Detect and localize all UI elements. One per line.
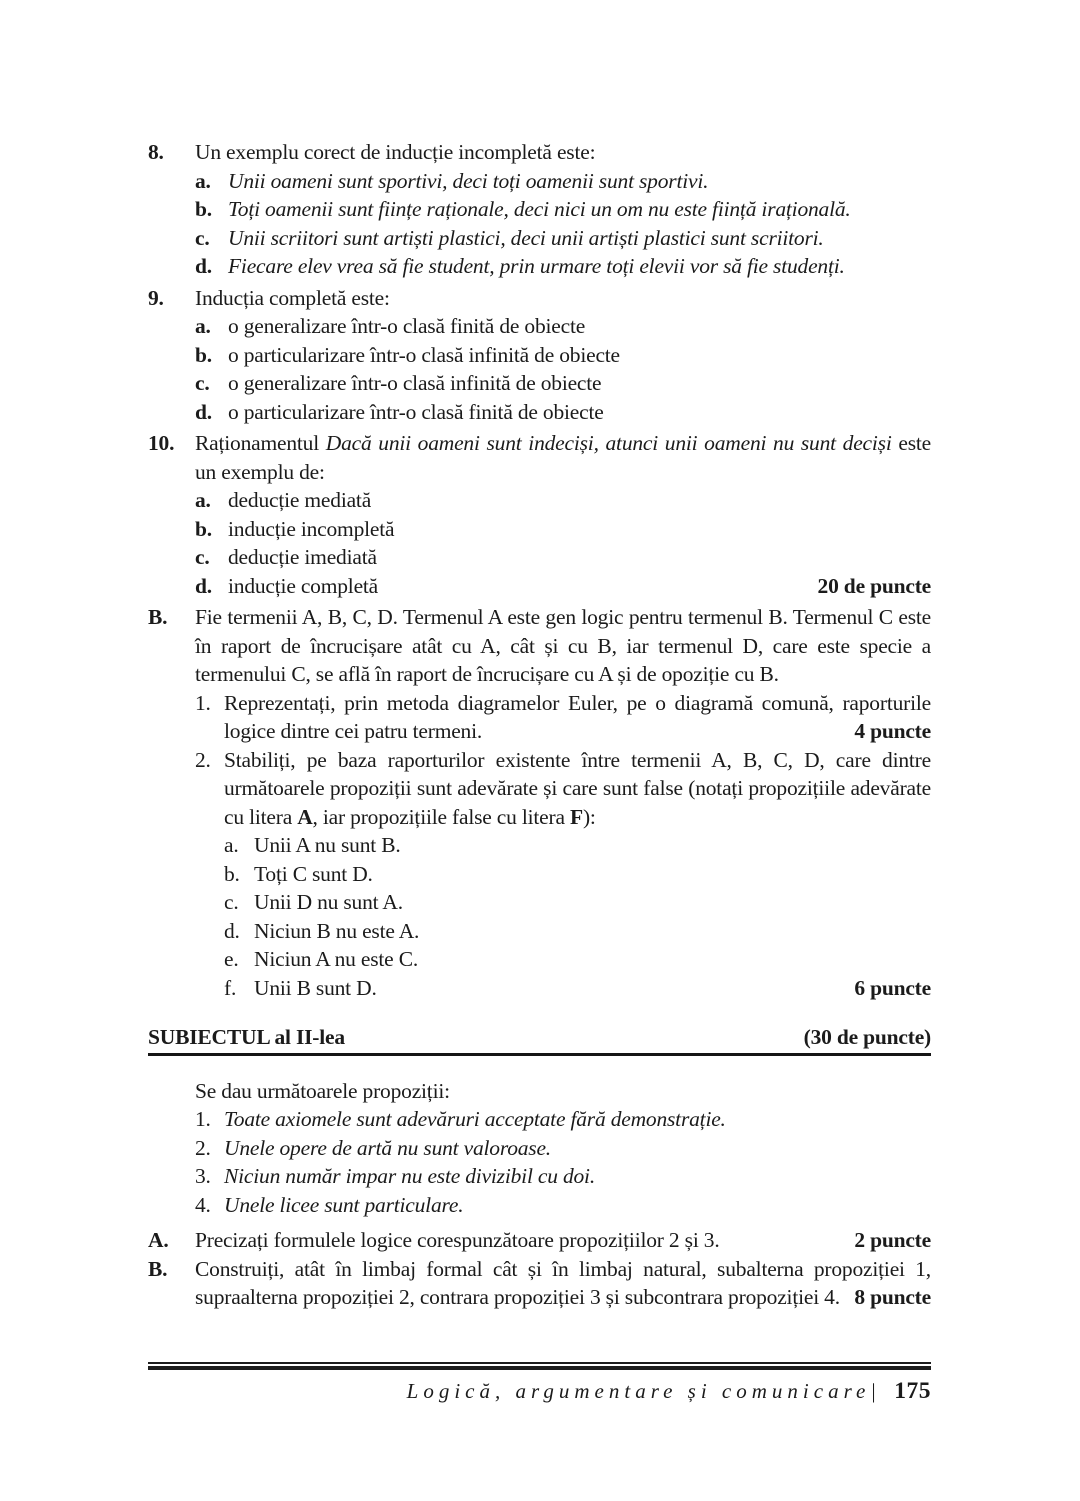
option-letter: c.	[195, 545, 210, 569]
option-letter: d.	[195, 573, 212, 598]
question-9-option-d	[195, 398, 931, 427]
question-8-prompt: Un exemplu corect de inducție incompletă este:	[195, 140, 596, 164]
points-badge: 2 puncte	[854, 1228, 931, 1252]
option-letter: c.	[224, 890, 239, 914]
question-8-option-a	[195, 167, 931, 196]
proposition-2	[195, 1134, 931, 1163]
option-text: o particularizare într-o clasă finită de obiecte	[228, 399, 604, 424]
task-b-label: B.	[148, 1256, 168, 1281]
prompt-regular: este un exemplu de:	[195, 431, 931, 484]
prompt-regular: Raționamentul	[195, 431, 326, 455]
question-10	[148, 429, 931, 600]
footer-text-row	[148, 1377, 931, 1406]
option-text: o generalizare într-o clasă finită de obiecte	[228, 314, 586, 338]
item-number: 1.	[195, 690, 211, 715]
proposition-number: 4.	[195, 1192, 211, 1217]
points-badge: 8 puncte	[854, 1285, 931, 1309]
question-10-option-c	[195, 543, 931, 572]
task-a-label: A.	[148, 1228, 169, 1252]
option-letter: b.	[195, 342, 212, 367]
question-8-option-c	[195, 224, 931, 253]
item-2-option-b	[224, 860, 931, 889]
option-text: Toți oamenii sunt ființe raționale, deci nici un om nu este ființă irațională.	[228, 197, 851, 221]
proposition-4	[195, 1191, 931, 1220]
subject2-intro: Se dau următoarele propoziții:	[195, 1078, 450, 1103]
option-text: deducție mediată	[228, 488, 372, 512]
task-a	[148, 1226, 931, 1255]
option-text: inducție completă	[228, 573, 379, 598]
footer-rule-thick	[148, 1366, 931, 1370]
option-letter: d.	[224, 918, 240, 943]
subject1-part-b	[148, 603, 931, 1002]
points-badge: 20 de puncte	[817, 573, 931, 598]
subject2-tasks	[148, 1226, 931, 1312]
option-text: inducție incompletă	[228, 516, 395, 541]
part-b-item-1	[195, 689, 931, 746]
proposition-number: 2.	[195, 1135, 211, 1160]
prompt-italic: Dacă unii oameni sunt indeciși, atunci unii oameni nu sunt deciși	[325, 431, 892, 455]
option-text: Toți C sunt D.	[254, 861, 373, 886]
item-2-option-d	[224, 917, 931, 946]
item-number: 2.	[195, 747, 211, 772]
option-letter: c.	[195, 225, 210, 250]
question-8-option-d	[195, 252, 931, 281]
option-letter: b.	[195, 516, 212, 541]
option-letter: e.	[224, 947, 239, 971]
task-b	[148, 1255, 931, 1312]
proposition-text: Unele opere de artă nu sunt valoroase.	[224, 1135, 551, 1160]
item-2-text-run: Stabiliți, pe baza raporturilor existente între termenii A, B, C, D, care dintre următoarele propoziții sunt adevărate și care sunt false (notați propozițiile adevărate cu litera	[224, 747, 931, 829]
item-2-text-run: ):	[582, 804, 596, 829]
item-2-option-c	[224, 888, 931, 917]
option-text: Fiecare elev vrea să fie student, prin urmare toți elevii vor să fie studenți.	[228, 254, 845, 278]
question-9-option-b	[195, 341, 931, 370]
question-9-prompt: Inducția completă este:	[195, 285, 390, 310]
letter-false: F	[570, 804, 583, 829]
part-b-item-2	[195, 746, 931, 832]
question-10-prompt	[195, 429, 931, 486]
subject2-heading-row	[148, 1023, 931, 1056]
question-10-option-b	[195, 515, 931, 544]
letter-true: A	[297, 804, 313, 829]
item-2-text	[224, 746, 931, 832]
page-footer	[148, 1362, 931, 1405]
item-2-text-run: , iar propozițiile false cu litera	[312, 804, 571, 829]
points-badge: 4 puncte	[854, 719, 931, 743]
option-letter: d.	[195, 254, 212, 278]
question-9-option-a	[195, 312, 931, 341]
item-2-option-a	[224, 831, 931, 860]
option-text: Unii D nu sunt A.	[254, 890, 403, 914]
proposition-text: Unele licee sunt particulare.	[224, 1192, 464, 1217]
question-9	[148, 284, 931, 427]
question-10-option-a	[195, 486, 931, 515]
question-9-number: 9.	[148, 285, 164, 310]
subject2-heading: SUBIECTUL al II-lea	[148, 1025, 345, 1049]
task-b-text: Construiți, atât în limbaj formal cât și în limbaj natural, subalterna propoziției 1, supraalterna propoziției 2, contrara propoziției 3 și subcontrara propoziției 4.	[195, 1256, 931, 1309]
option-text: deducție imediată	[228, 545, 377, 569]
option-letter: a.	[195, 168, 211, 193]
item-1-text: Reprezentați, prin metoda diagramelor Euler, pe o diagramă comună, raporturile logice dintre cei patru termeni.	[224, 690, 931, 743]
option-text: o generalizare într-o clasă infinită de obiecte	[228, 371, 602, 395]
book-title: Logică, argumentare și comunicare|	[406, 1378, 882, 1403]
option-text: Niciun A nu este C.	[254, 947, 419, 971]
item-2-option-f	[224, 974, 931, 1003]
part-b-label: B.	[148, 605, 168, 629]
subject2-propositions-block	[195, 1077, 931, 1220]
question-10-option-d	[195, 572, 931, 601]
question-8-number: 8.	[148, 140, 164, 164]
option-text: Unii oameni sunt sportivi, deci toți oamenii sunt sportivi.	[228, 168, 709, 193]
option-letter: f.	[224, 975, 237, 1000]
option-text: Niciun B nu este A.	[254, 918, 420, 943]
footer-rule-thin	[148, 1362, 931, 1364]
subject2-heading-points: (30 de puncte)	[803, 1025, 931, 1049]
option-letter: b.	[195, 197, 212, 221]
option-letter: a.	[224, 833, 239, 857]
item-2-option-e	[224, 945, 931, 974]
page-number: 175	[894, 1377, 931, 1404]
part-b-paragraph: Fie termenii A, B, C, D. Termenul A este gen logic pentru termenul B. Termenul C este în raport de încrucișare atât cu A, cât și cu B, iar termenul D, care este specie a termenului C, se află în raport de încrucișare cu A și de opoziție cu B.	[195, 605, 931, 686]
proposition-1	[195, 1105, 931, 1134]
option-text: Unii scriitori sunt artiști plastici, deci unii artiști plastici sunt scriitori.	[228, 225, 824, 250]
proposition-text: Toate axiomele sunt adevăruri acceptate fără demonstrație.	[224, 1107, 726, 1131]
proposition-number: 1.	[195, 1107, 211, 1131]
option-letter: b.	[224, 861, 240, 886]
option-letter: a.	[195, 488, 211, 512]
proposition-3	[195, 1162, 931, 1191]
option-letter: d.	[195, 399, 212, 424]
points-badge: 6 puncte	[854, 975, 931, 1000]
task-a-text: Precizați formulele logice corespunzătoare propozițiilor 2 și 3.	[195, 1228, 720, 1252]
question-10-number: 10.	[148, 431, 175, 455]
proposition-number: 3.	[195, 1164, 211, 1188]
option-letter: a.	[195, 314, 211, 338]
option-text: Unii B sunt D.	[254, 975, 377, 1000]
option-letter: c.	[195, 371, 210, 395]
question-8	[148, 138, 931, 281]
option-text: Unii A nu sunt B.	[254, 833, 401, 857]
page-content	[148, 138, 931, 1312]
question-9-option-c	[195, 369, 931, 398]
part-b-item-2-options	[224, 831, 931, 1002]
proposition-text: Niciun număr impar nu este divizibil cu doi.	[224, 1164, 596, 1188]
question-8-option-b	[195, 195, 931, 224]
option-text: o particularizare într-o clasă infinită de obiecte	[228, 342, 620, 367]
